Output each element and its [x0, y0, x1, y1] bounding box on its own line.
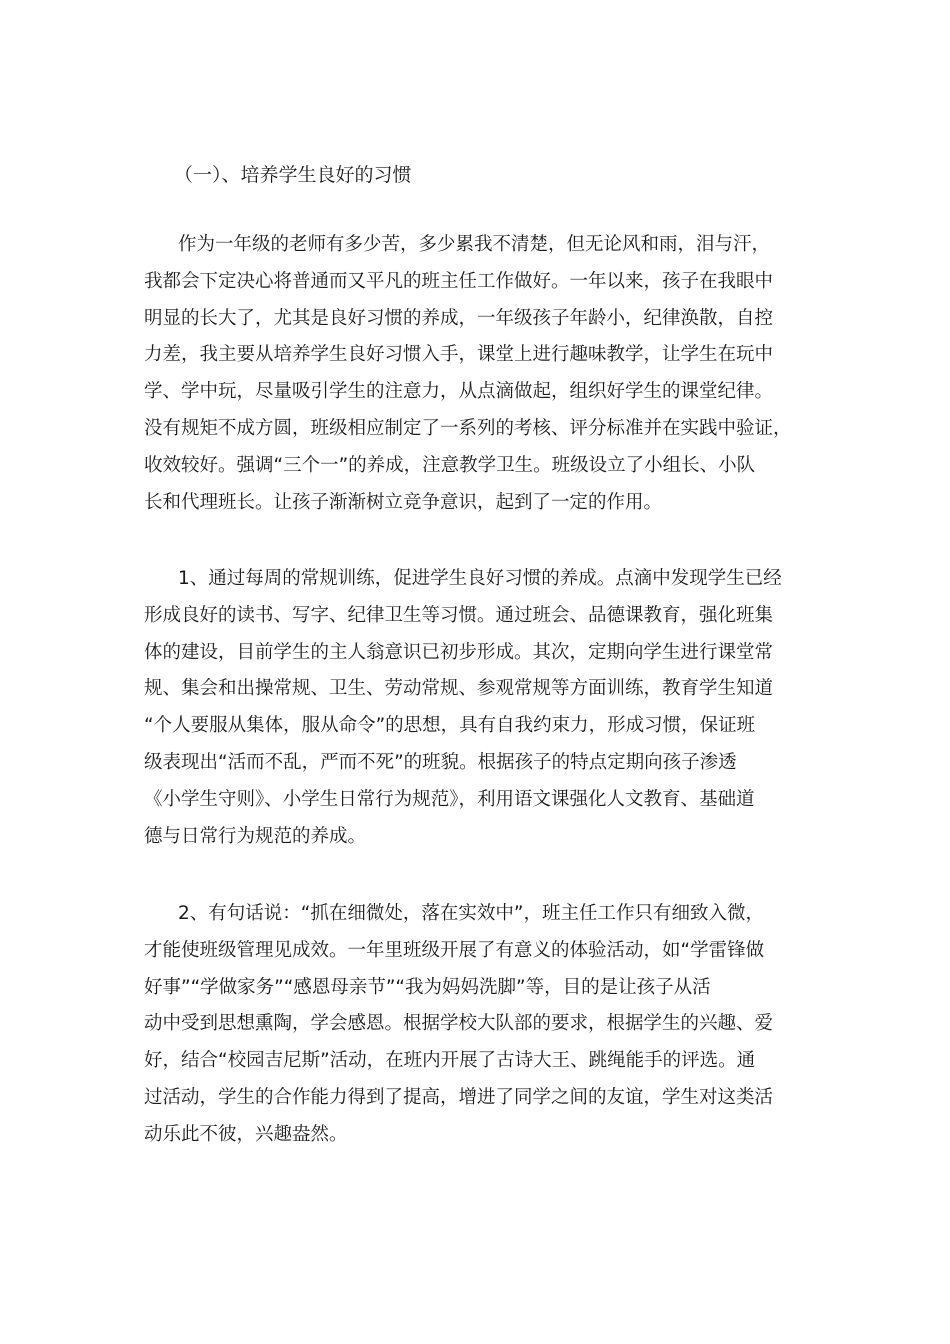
paragraph-line: 收效较好。强调“三个一”的养成，注意教学卫生。班级设立了小组长、小队 [144, 454, 756, 476]
paragraph-3 [144, 896, 804, 1154]
paragraph-line: 长和代理班长。让孩子渐渐树立竞争意识，起到了一定的作用。 [144, 491, 663, 513]
paragraph-line: 2、有句话说：“抓在细微处，落在实效中”，班主任工作只有细致入微， [178, 903, 764, 924]
paragraph-2 [144, 561, 804, 855]
paragraph-line: 动中受到思想熏陶，学会感恩。根据学校大队部的要求，根据学生的兴趣、爱 [144, 1013, 774, 1035]
paragraph-line: 过活动，学生的合作能力得到了提高，增进了同学之间的友谊，学生对这类活 [144, 1086, 774, 1108]
paragraph-line: 没有规矩不成方圆，班级相应制定了一系列的考核、评分标准并在实践中验证， [144, 417, 792, 439]
paragraph-line: 德与日常行为规范的养成。 [144, 825, 367, 847]
paragraph-line: 作为一年级的老师有多少苦，多少累我不清楚，但无论风和雨，泪与汗， [178, 234, 771, 255]
paragraph-line: 规、集会和出操常规、卫生、劳动常规、参观常规等方面训练，教育学生知道 [144, 678, 774, 700]
paragraph-line: 《小学生守则》、小学生日常行为规范》，利用语文课强化人文教育、基础道 [144, 788, 755, 810]
paragraph-line: 学、学中玩，尽量吸引学生的注意力，从点滴做起，组织好学生的课堂纪律。 [144, 381, 774, 403]
paragraph-line: 1、通过每周的常规训练，促进学生良好习惯的养成。点滴中发现学生已经 [178, 568, 782, 589]
paragraph-line: 体的建设，目前学生的主人翁意识已初步形成。其次，定期向学生进行课堂常 [144, 641, 774, 663]
section-heading: （一）、培养学生良好的习惯 [174, 164, 412, 186]
paragraph-line: 力差，我主要从培养学生良好习惯入手，课堂上进行趣味教学，让学生在玩中 [144, 344, 774, 366]
paragraph-line: 我都会下定决心将普通而又平凡的班主任工作做好。一年以来，孩子在我眼中 [144, 270, 774, 292]
paragraph-line: 形成良好的读书、写字、纪律卫生等习惯。通过班会、品德课教育，强化班集 [144, 604, 774, 626]
paragraph-line: 才能使班级管理见成效。一年里班级开展了有意义的体验活动，如“学雷锋做 [144, 939, 765, 961]
paragraph-line: 明显的长大了，尤其是良好习惯的养成，一年级孩子年龄小，纪律涣散，自控 [144, 307, 774, 329]
paragraph-1 [144, 227, 804, 521]
paragraph-line: 动乐此不彼，兴趣盎然。 [144, 1123, 348, 1145]
paragraph-line: 好，结合“校园吉尼斯”活动，在班内开展了古诗大王、跳绳能手的评选。通 [144, 1050, 756, 1072]
paragraph-line: 好事”“学做家务”“感恩母亲节”“我为妈妈洗脚”等，目的是让孩子从活 [144, 976, 711, 998]
paragraph-line: 级表现出“活而不乱，严而不死”的班貌。根据孩子的特点定期向孩子渗透 [144, 751, 737, 773]
paragraph-line: “个人要服从集体，服从命令”的思想，具有自我约束力，形成习惯，保证班 [144, 715, 756, 737]
